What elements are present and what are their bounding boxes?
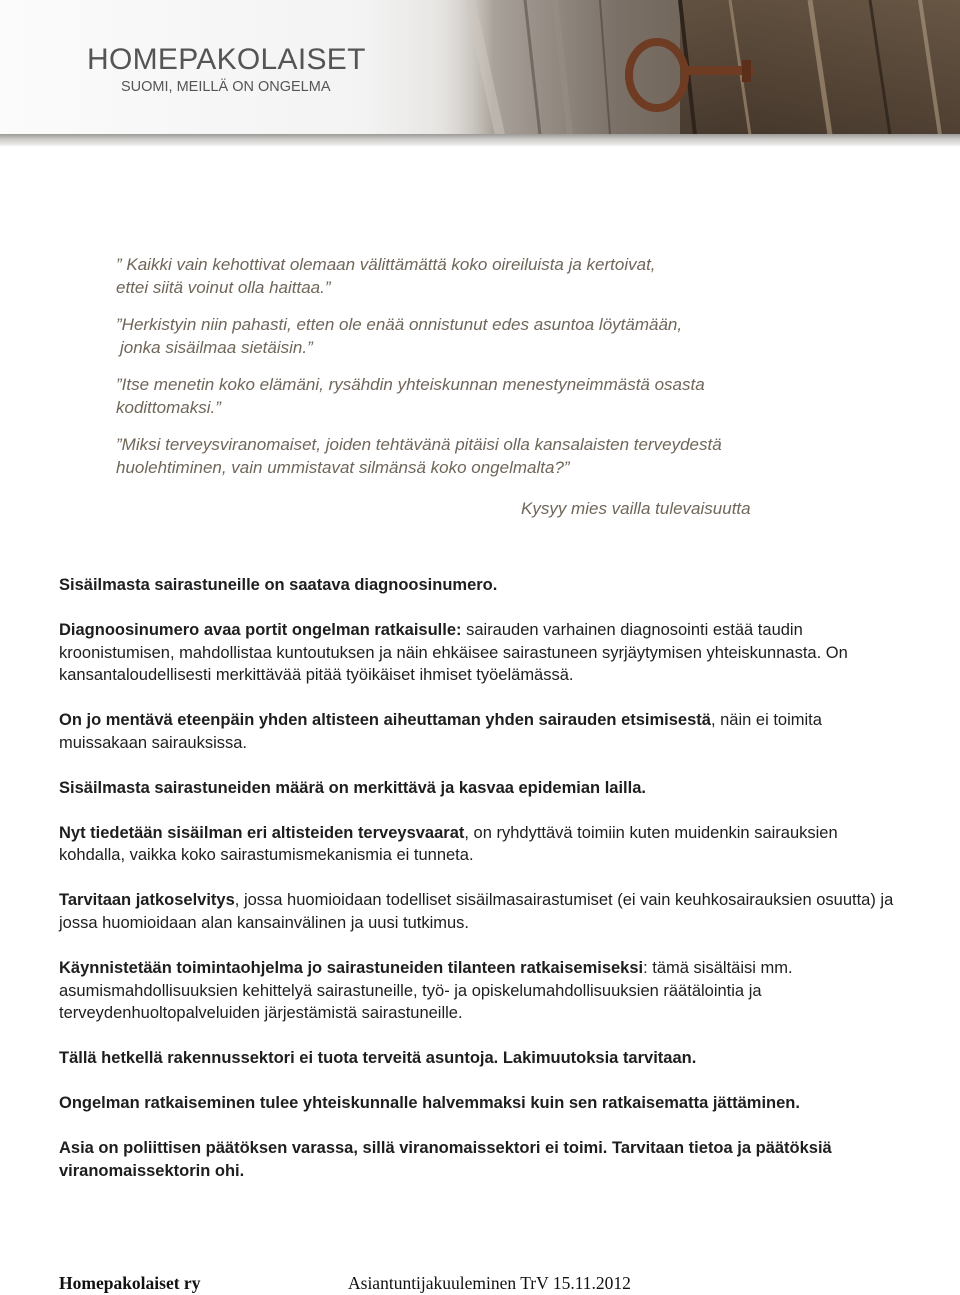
- footer-event: Asiantuntijakuuleminen TrV 15.11.2012: [348, 1273, 631, 1293]
- paragraph-cost: Ongelman ratkaiseminen tulee yhteiskunnalle halvemmaksi kuin sen ratkaisematta jättäminen.: [59, 1093, 800, 1112]
- footer-organization: Homepakolaiset ry: [59, 1273, 201, 1293]
- paragraph-epidemic: Sisäilmasta sairastuneiden määrä on merkittävä ja kasvaa epidemian lailla.: [59, 778, 646, 797]
- paragraph-diagnosis-heading: Sisäilmasta sairastuneille on saatava diagnoosinumero.: [59, 576, 498, 594]
- paragraph-moving-forward: On jo mentävä eteenpäin yhden altisteen aiheuttaman yhden sairauden etsimisestä, näin ei toimita muissakaan sairauksissa.: [59, 711, 822, 752]
- paragraph-health-risks: Nyt tiedetään sisäilman eri altisteiden terveysvaarat, on ryhdyttävä toimiin kuten muidenkin sairauksien kohdalla, vaikka koko sairastumismekanismia ei tunneta.: [59, 823, 838, 865]
- quote-4: ”Miksi terveysviranomaiset, joiden tehtävänä pitäisi olla kansalaisten terveydestä huolehtiminen, vain ummistavat silmänsä koko ongelmalta?”: [116, 435, 722, 477]
- brand-title: HOMEPAKOLAISET: [87, 43, 366, 76]
- main-body: [59, 574, 904, 1204]
- key-in-door-image: [430, 0, 960, 135]
- header-divider: [0, 134, 960, 146]
- paragraph-further-study: Tarvitaan jatkoselvitys, jossa huomioidaan todelliset sisäilmasairastumiset (ei vain keuhkosairauksien osuutta) ja jossa huomioidaan alan kansainvälinen ja uusi tutkimus.: [59, 891, 894, 932]
- quotes-section: [116, 254, 836, 494]
- page-footer: [0, 1273, 960, 1295]
- paragraph-diagnosis: Diagnoosinumero avaa portit ongelman ratkaisulle: sairauden varhainen diagnosointi estää taudin kroonistumisen, mahdollistaa kuntoutuksen ja näin ehkäisee sairastuneen syrjäytymisen yhteiskunnasta. On kansantaloudellisesti merkittävää pitää työikäiset ihmiset työelämässä.: [59, 620, 848, 685]
- paragraph-construction: Tällä hetkellä rakennussektori ei tuota terveitä asuntoja. Lakimuutoksia tarvitaan.: [59, 1049, 697, 1068]
- paragraph-political: Asia on poliittisen päätöksen varassa, sillä viranomaissektori ei toimi. Tarvitaan tietoa ja päätöksiä viranomaissektorin ohi.: [59, 1138, 832, 1180]
- quote-2: ”Herkistyin niin pahasti, etten ole enää onnistunut edes asuntoa löytämään, jonka sisäilmaa sietäisin.”: [116, 315, 683, 357]
- quote-3: ”Itse menetin koko elämäni, rysähdin yhteiskunnan menestyneimmästä osasta kodittomaksi.”: [116, 375, 705, 417]
- quote-attribution: Kysyy mies vailla tulevaisuutta: [521, 499, 751, 518]
- brand-subtitle: SUOMI, MEILLÄ ON ONGELMA: [121, 79, 331, 95]
- paragraph-action-program: Käynnistetään toimintaohjelma jo sairastuneiden tilanteen ratkaisemiseksi: tämä sisältäisi mm. asumismahdollisuuksien kehittelyä sairastuneille, työ- ja opiskelumahdollisuuksien räätälointia ja terveydenhuoltopalveluiden järjestämistä sairastuneille.: [59, 958, 793, 1023]
- header-banner: [0, 0, 960, 135]
- quote-1: ” Kaikki vain kehottivat olemaan välittämättä koko oireiluista ja kertoivat, ettei siitä voinut olla haittaa.”: [116, 255, 656, 297]
